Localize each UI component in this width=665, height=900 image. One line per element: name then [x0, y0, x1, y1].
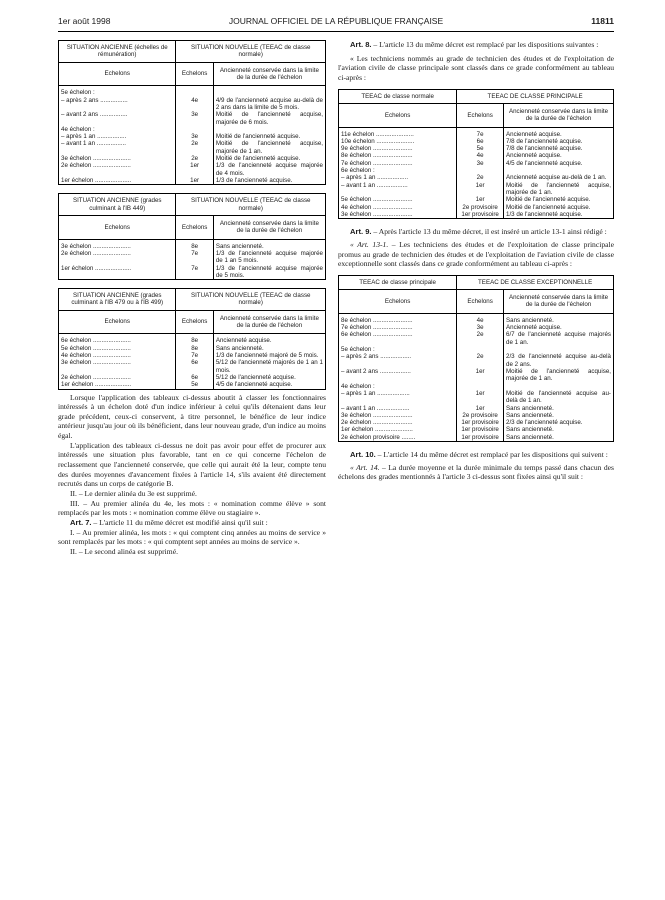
- cell-anciennete: Sans ancienneté.: [506, 426, 554, 434]
- cell-anciennete: Moitié de l'ancienneté acquise, majorée de 1 an.: [506, 181, 611, 196]
- table-row: [59, 126, 326, 133]
- cell-echelon-ancien: 1er échelon .....................: [59, 177, 176, 185]
- header-anciennete: Ancienneté conservée dans la limite de la durée de l'échelon: [504, 290, 614, 314]
- header-date: 1er août 1998: [58, 16, 111, 26]
- cell-echelon-nouveau: 1er provisoire: [457, 211, 504, 219]
- cell-echelon-nouveau: 1er: [457, 368, 504, 383]
- cell-anciennete: 4/5 de l'ancienneté acquise.: [506, 159, 583, 167]
- cell-echelon-nouveau: 8e: [176, 334, 213, 345]
- cell-echelon-nouveau: 2e: [457, 353, 504, 368]
- cell-echelon-ancien: – avant 1 an .................: [59, 140, 176, 155]
- cell-anciennete: 4/5 de l'ancienneté acquise.: [215, 381, 293, 389]
- cell-echelon-nouveau: 8e: [176, 345, 213, 352]
- cell-echelon-ancien: 3e échelon .......................: [339, 211, 457, 219]
- table-row: [59, 345, 326, 352]
- cell-anciennete: 1/3 de l'ancienneté acquise majorée de 1 an 5 mois.: [215, 249, 323, 265]
- table-row: [339, 434, 614, 442]
- cell-echelon-ancien: 4e échelon .......................: [339, 204, 457, 211]
- cell-anciennete: [213, 86, 325, 97]
- cell-anciennete: Sans ancienneté.: [215, 242, 264, 250]
- header-situation-ancienne: SITUATION ANCIENNE (grades culminant à l'IB 449): [59, 194, 176, 216]
- table-row: [339, 160, 614, 167]
- table-row: [339, 145, 614, 152]
- table-ib449: [58, 193, 326, 280]
- table-row: [339, 368, 614, 383]
- article-label: « Art. 14.: [350, 462, 380, 472]
- cell-echelon-ancien: 5e échelon .......................: [339, 196, 457, 203]
- table-classe-exceptionnelle: [338, 275, 614, 442]
- article-13-1: [338, 240, 614, 269]
- cell-anciennete: Sans ancienneté.: [215, 344, 264, 352]
- cell-echelon-ancien: – après 1 an ...................: [339, 390, 457, 405]
- table-body: [339, 127, 614, 219]
- article-label: Art. 8.: [350, 40, 372, 49]
- cell-echelon-nouveau: [457, 167, 504, 174]
- cell-echelon-nouveau: 2e: [176, 140, 213, 155]
- cell-anciennete: 1/3 de l'ancienneté majoré de 5 mois.: [215, 352, 319, 359]
- cell-anciennete: 2/3 de l'ancienneté acquise au-delà de 2 ans.: [506, 353, 611, 368]
- cell-echelon-nouveau: 4e: [176, 97, 213, 112]
- cell-echelon-nouveau: 5e: [176, 381, 213, 389]
- table-row: [339, 152, 614, 159]
- table-row: [339, 138, 614, 145]
- cell-anciennete: 1/3 de l'ancienneté acquise majorée de 4 mois.: [215, 162, 323, 177]
- cell-echelon-nouveau: 1er provisoire: [457, 434, 504, 442]
- article-7: [58, 518, 326, 528]
- header-echelons: Echelons: [176, 310, 213, 334]
- article-text: – La durée moyenne et la durée minimale du temps passé dans chacun des échelons des grades mentionnés à l'article 3 ci-dessus sont fixées ainsi qu'il suit :: [338, 462, 614, 482]
- cell-echelon-nouveau: 6e: [457, 138, 504, 145]
- cell-anciennete: Ancienneté acquise.: [506, 130, 562, 138]
- cell-echelon-nouveau: 3e: [457, 324, 504, 331]
- table-row: [339, 426, 614, 433]
- header-echelons: Echelons: [176, 62, 213, 86]
- cell-echelon-ancien: – avant 1 an ..................: [339, 182, 457, 197]
- table-row: [339, 182, 614, 197]
- cell-echelon-ancien: – avant 2 ans ..................: [339, 368, 457, 383]
- header-situation-ancienne: SITUATION ANCIENNE (échelles de rémunération): [59, 41, 176, 63]
- cell-echelon-ancien: 8e échelon .......................: [339, 313, 457, 324]
- cell-anciennete: Ancienneté acquise.: [506, 324, 562, 332]
- right-column: [338, 40, 614, 482]
- cell-anciennete: 1/3 de l'ancienneté acquise.: [506, 210, 583, 218]
- table-row: [339, 196, 614, 203]
- cell-anciennete: Moitié de l'ancienneté acquise.: [506, 196, 591, 204]
- cell-echelon-nouveau: 6e: [176, 374, 213, 381]
- cell-echelon-nouveau: 1er: [176, 162, 213, 177]
- cell-anciennete: Ancienneté acquise.: [215, 337, 272, 345]
- cell-echelon-ancien: 2e échelon ......................: [59, 162, 176, 177]
- article-label: Art. 10.: [350, 450, 376, 460]
- cell-echelon-ancien: 4e échelon ......................: [59, 352, 176, 359]
- cell-anciennete: 5/12 de l'ancienneté acquise.: [215, 373, 296, 381]
- table-row: [339, 346, 614, 353]
- table-row: [59, 97, 326, 112]
- paragraph: III. – Au premier alinéa du 4e, les mots : « nomination comme élève » sont remplacés par les mots : « nomination comme élève ou stagiaire ».: [58, 498, 326, 518]
- cell-echelon-ancien: 5e échelon :: [339, 346, 457, 353]
- cell-echelon-ancien: 10e échelon ......................: [339, 138, 457, 145]
- table-row: [339, 390, 614, 405]
- cell-anciennete: 5/12 de l'ancienneté majorés de 1 an 1 mois.: [215, 359, 323, 374]
- table-body: [59, 334, 326, 389]
- article-14: [338, 463, 614, 482]
- cell-anciennete: 1/3 de l'ancienneté acquise.: [215, 177, 293, 184]
- cell-echelon-nouveau: 1er: [457, 196, 504, 203]
- table-row: [59, 352, 326, 359]
- article-9: [338, 227, 614, 237]
- header-teeac-normale: TEEAC de classe normale: [339, 89, 457, 103]
- cell-echelon-ancien: – avant 1 an ...................: [339, 405, 457, 412]
- cell-anciennete: 7/8 de l'ancienneté acquise.: [506, 137, 583, 145]
- header-teeac-exceptionnelle: TEEAC DE CLASSE EXCEPTIONNELLE: [457, 275, 614, 289]
- cell-echelon-nouveau: 4e: [457, 313, 504, 324]
- cell-echelon-nouveau: 7e: [457, 127, 504, 138]
- cell-anciennete: 7/8 de l'ancienneté acquise.: [506, 145, 583, 153]
- left-column: [58, 40, 326, 556]
- table-row: [59, 111, 326, 126]
- cell-echelon-nouveau: 2e: [457, 174, 504, 181]
- table-row: [59, 162, 326, 177]
- cell-anciennete: Sans ancienneté.: [506, 411, 554, 419]
- cell-echelon-nouveau: 2e: [176, 155, 213, 162]
- cell-anciennete: Moitié de l'ancienneté acquise, majorée de 6 mois.: [215, 111, 323, 126]
- cell-echelon-ancien: 3e échelon ......................: [59, 359, 176, 374]
- cell-echelon-ancien: 3e échelon .......................: [339, 412, 457, 419]
- cell-echelon-ancien: 5e échelon :: [59, 86, 176, 97]
- table-classe-principale: [338, 89, 614, 220]
- cell-echelon-nouveau: 7e: [176, 352, 213, 359]
- cell-anciennete: Sans ancienneté.: [506, 404, 554, 412]
- cell-anciennete: 6/7 de l'ancienneté acquise majorés de 1 an.: [506, 331, 611, 346]
- cell-echelon-ancien: 7e échelon .......................: [339, 324, 457, 331]
- table-row: [59, 140, 326, 155]
- cell-echelon-ancien: 5e échelon ......................: [59, 345, 176, 352]
- cell-anciennete: 4/9 de l'ancienneté acquise au-delà de 2 ans dans la limite de 5 mois.: [215, 96, 323, 111]
- header-anciennete: Ancienneté conservée dans la limite de la durée de l'échelon: [213, 62, 325, 86]
- cell-anciennete: Moitié de l'ancienneté acquise au-delà de 1 an.: [506, 389, 611, 405]
- table-row: [339, 383, 614, 390]
- cell-echelon-ancien: 11e échelon ......................: [339, 127, 457, 138]
- table-row: [339, 331, 614, 346]
- cell-anciennete: [504, 346, 614, 353]
- cell-echelon-ancien: – après 2 ans ................: [59, 97, 176, 112]
- table-row: [59, 239, 326, 250]
- header-teeac-principale: TEEAC DE CLASSE PRINCIPALE: [457, 89, 614, 103]
- table-body: [339, 313, 614, 441]
- table-row: [59, 250, 326, 265]
- article-text: – L'article 14 du même décret est remplacé par les dispositions qui suivent :: [375, 450, 608, 460]
- cell-echelon-nouveau: 3e: [457, 160, 504, 167]
- paragraph: II. – Le second alinéa est supprimé.: [70, 546, 178, 556]
- header-echelons: Echelons: [59, 62, 176, 86]
- article-text: – Les techniciens des études et de l'exploitation de classe principale promus au grade de technicien des études et de l'exploitation de l'aviation civile de classe exceptionnelle sont classés dans ce grade conformément au tableau ci-après :: [338, 239, 614, 269]
- table-row: [59, 86, 326, 97]
- table-body: [59, 239, 326, 280]
- table-row: [339, 324, 614, 331]
- paragraph: « Les techniciens nommés au grade de technicien des études et de l'exploitation de l'aviation civile de classe principale sont classés dans ce grade conformément au tableau ci-après :: [338, 53, 614, 82]
- cell-echelon-ancien: 6e échelon :: [339, 167, 457, 174]
- cell-echelon-nouveau: 4e: [457, 152, 504, 159]
- cell-echelon-ancien: 4e échelon :: [59, 126, 176, 133]
- cell-echelon-nouveau: 1er: [457, 390, 504, 405]
- cell-echelon-ancien: 4e échelon :: [339, 383, 457, 390]
- cell-echelon-nouveau: 5e: [457, 145, 504, 152]
- table-row: [339, 419, 614, 426]
- table-row: [59, 374, 326, 381]
- table-row: [59, 334, 326, 345]
- cell-echelon-nouveau: 7e: [176, 265, 213, 280]
- article-8: [338, 40, 614, 50]
- cell-anciennete: Sans ancienneté.: [506, 433, 554, 441]
- cell-echelon-nouveau: 1er: [176, 177, 213, 185]
- cell-echelon-ancien: 7e échelon .......................: [339, 160, 457, 167]
- cell-echelon-nouveau: [176, 126, 213, 133]
- cell-echelon-ancien: – après 1 an .................: [59, 133, 176, 140]
- cell-anciennete: 2/3 de l'ancienneté acquise.: [506, 419, 583, 427]
- cell-echelon-ancien: 1er échelon .....................: [59, 265, 176, 280]
- cell-anciennete: [504, 167, 614, 174]
- header-echelons: Echelons: [176, 215, 213, 239]
- article-label: Art. 9.: [350, 227, 372, 237]
- header-echelons: Echelons: [457, 103, 504, 127]
- table-row: [59, 155, 326, 162]
- cell-echelon-nouveau: 3e: [176, 111, 213, 126]
- cell-echelon-nouveau: [457, 346, 504, 353]
- header-title: JOURNAL OFFICIEL DE LA RÉPUBLIQUE FRANÇAISE: [228, 16, 444, 26]
- cell-echelon-ancien: 9e échelon .......................: [339, 145, 457, 152]
- header-echelons: Echelons: [339, 103, 457, 127]
- paragraph: Lorsque l'application des tableaux ci-dessus aboutit à classer les fonctionnaires intéressés à un échelon doté d'un indice inférieur à celui qu'ils détenaient dans leur grade précédent, ceux-ci conservent, à titre personnel, le bénéfice de leur indice antérieur jusqu'au jour où ils bénéficient, dans leur nouveau grade, d'un indice au moins égal.: [58, 392, 326, 441]
- cell-echelon-ancien: 2e échelon ......................: [59, 250, 176, 265]
- header-situation-nouvelle: SITUATION NOUVELLE (TEEAC de classe normale): [176, 289, 326, 311]
- cell-echelon-nouveau: 1er provisoire: [457, 419, 504, 426]
- cell-echelon-nouveau: 2e: [457, 331, 504, 346]
- cell-echelon-ancien: 3e échelon ......................: [59, 155, 176, 162]
- table-row: [339, 167, 614, 174]
- cell-echelon-nouveau: 6e: [176, 359, 213, 374]
- cell-echelon-nouveau: [457, 383, 504, 390]
- cell-anciennete: Ancienneté acquise.: [506, 152, 562, 160]
- cell-anciennete: Moitié de l'ancienneté acquise, majorée de 1 an.: [506, 367, 611, 383]
- paragraph: I. – Au premier alinéa, les mots : « qui comptent cinq années au moins de service » sont remplacés par les mots : « qui comptent sept années au moins de service ».: [58, 527, 326, 547]
- cell-echelon-ancien: – avant 2 ans ................: [59, 111, 176, 126]
- cell-echelon-nouveau: 8e: [176, 239, 213, 250]
- paragraph: II. – Le dernier alinéa du 3e est supprimé.: [70, 488, 197, 498]
- cell-anciennete: [504, 383, 614, 390]
- table-row: [59, 177, 326, 185]
- cell-anciennete: Moitié de l'ancienneté acquise.: [215, 155, 301, 163]
- cell-echelon-ancien: 2e échelon ......................: [59, 374, 176, 381]
- cell-echelon-ancien: – après 1 an ..................: [339, 174, 457, 181]
- table-body: [59, 86, 326, 185]
- table-row: [59, 265, 326, 280]
- header-anciennete: Ancienneté conservée dans la limite de la durée de l'échelon: [213, 215, 325, 239]
- cell-echelon-nouveau: 1er: [457, 182, 504, 197]
- article-text: – Après l'article 13 du même décret, il est inséré un article 13-1 ainsi rédigé :: [371, 227, 607, 237]
- cell-echelon-nouveau: 7e: [176, 250, 213, 265]
- article-label: Art. 7.: [70, 517, 92, 527]
- cell-echelon-ancien: – après 2 ans ..................: [339, 353, 457, 368]
- cell-anciennete: Moitié de l'ancienneté acquise, majorée de 1 an.: [215, 140, 323, 155]
- cell-echelon-nouveau: 1er: [457, 405, 504, 412]
- paragraph: L'application des tableaux ci-dessus ne doit pas avoir pour effet de procurer aux intéressés une situation plus favorable, tant en ce qui concerne l'échelon de reclassement que l'ancienneté conservée, que celle qui aurait été la leur, compte tenu des durées moyennes d'avancement fixées à l'article 14, s'ils avaient été directement recrutés dans un corps de catégorie B.: [58, 440, 326, 489]
- table-echelles: [58, 40, 326, 185]
- table-row: [339, 313, 614, 324]
- article-text: – L'article 11 du même décret est modifié ainsi qu'il suit :: [91, 517, 268, 527]
- cell-echelon-ancien: 1er échelon ......................: [339, 426, 457, 433]
- header-anciennete: Ancienneté conservée dans la limite de la durée de l'échelon: [504, 103, 614, 127]
- cell-echelon-nouveau: [176, 86, 213, 97]
- cell-anciennete: Sans ancienneté.: [506, 316, 554, 324]
- article-text: – L'article 13 du même décret est remplacé par les dispositions suivantes :: [371, 40, 599, 49]
- cell-anciennete: Moitié de l'ancienneté acquise.: [215, 133, 301, 141]
- cell-echelon-ancien: 6e échelon .......................: [339, 331, 457, 346]
- article-label: « Art. 13-1.: [350, 239, 389, 249]
- header-anciennete: Ancienneté conservée dans la limite de la durée de l'échelon: [213, 310, 325, 334]
- cell-echelon-ancien: 1er échelon .....................: [59, 381, 176, 389]
- cell-anciennete: [213, 126, 325, 133]
- table-row: [59, 359, 326, 374]
- cell-echelon-ancien: 3e échelon ......................: [59, 239, 176, 250]
- cell-echelon-ancien: 6e échelon ......................: [59, 334, 176, 345]
- table-row: [339, 405, 614, 412]
- table-ib479: [58, 288, 326, 389]
- header-echelons: Echelons: [59, 310, 176, 334]
- cell-anciennete: 1/3 de l'ancienneté acquise majorée de 5 mois.: [215, 264, 323, 279]
- cell-echelon-nouveau: 1er provisoire: [457, 426, 504, 433]
- cell-anciennete: Ancienneté acquise au-delà de 1 an.: [506, 174, 607, 182]
- article-10: [338, 450, 614, 460]
- cell-echelon-ancien: 2e échelon .......................: [339, 419, 457, 426]
- header-echelons: Echelons: [457, 290, 504, 314]
- header-echelons: Echelons: [339, 290, 457, 314]
- header-echelons: Echelons: [59, 215, 176, 239]
- cell-echelon-ancien: 8e échelon .......................: [339, 152, 457, 159]
- cell-anciennete: Moitié de l'ancienneté acquise.: [506, 203, 591, 211]
- header-page-number: 11811: [591, 16, 614, 26]
- table-row: [59, 133, 326, 140]
- header-rule: [58, 31, 614, 32]
- cell-echelon-nouveau: 2e provisoire: [457, 204, 504, 211]
- table-row: [339, 204, 614, 211]
- table-row: [339, 174, 614, 181]
- cell-echelon-nouveau: 2e provisoire: [457, 412, 504, 419]
- header-situation-nouvelle: SITUATION NOUVELLE (TEEAC de classe normale): [176, 194, 326, 216]
- table-row: [339, 127, 614, 138]
- cell-echelon-ancien: 2e échelon provisoire ........: [339, 434, 457, 442]
- header-situation-nouvelle: SITUATION NOUVELLE (TEEAC de classe normale): [176, 41, 326, 63]
- header-situation-ancienne: SITUATION ANCIENNE (grades culminant à l'IB 479 ou à l'IB 499): [59, 289, 176, 311]
- table-row: [339, 412, 614, 419]
- header-teeac-principale: TEEAC de classe principale: [339, 275, 457, 289]
- table-row: [339, 353, 614, 368]
- page-header: [58, 16, 614, 30]
- cell-echelon-nouveau: 3e: [176, 133, 213, 140]
- table-row: [339, 211, 614, 219]
- table-row: [59, 381, 326, 389]
